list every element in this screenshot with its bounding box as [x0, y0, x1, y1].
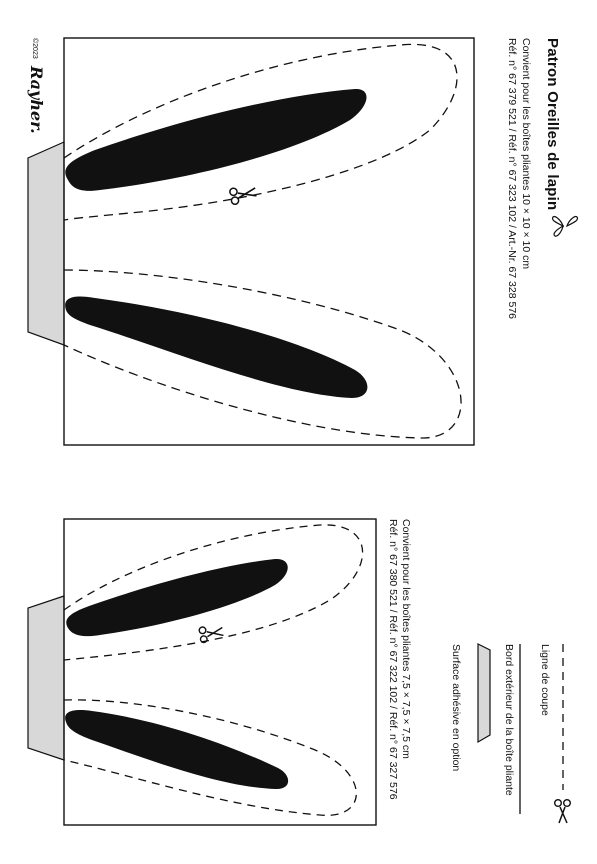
small-adhesive-flap	[28, 596, 64, 760]
large-fit-note: Convient pour les boîtes pliantes 10 × 10 × 10 cm	[520, 38, 532, 270]
large-adhesive-flap	[28, 142, 64, 345]
large-ear-upper	[65, 89, 366, 191]
scissors-icon	[555, 800, 571, 823]
legend-adhesive-symbol	[478, 644, 490, 742]
small-template	[28, 519, 376, 825]
small-ear-lower	[65, 710, 288, 789]
large-ear-lower	[65, 297, 367, 399]
legend-outer-edge-label: Bord extérieur de la boîte pliante	[503, 644, 515, 796]
scissors-icon	[199, 624, 224, 643]
legend-symbols	[478, 644, 570, 823]
large-reference-numbers: Réf. n° 67 379 521 / Réf. n° 67 323 102 / Art.-Nr. 67 328 576	[506, 38, 518, 320]
scissors-icon	[229, 184, 257, 204]
small-fit-note: Convient pour les boîtes pliantes 7,5 × 7,5 × 7,5 cm	[400, 519, 412, 759]
small-ear-upper	[66, 559, 287, 636]
brand-logo: Rayher.	[27, 66, 46, 134]
legend-cut-line-label: Ligne de coupe	[539, 644, 551, 716]
large-template	[28, 38, 474, 445]
large-box-outline	[64, 38, 474, 445]
copyright-note: ©2023	[31, 38, 38, 59]
page-title: Patron Oreilles de lapin	[544, 38, 561, 211]
bunny-ears-icon	[552, 217, 577, 237]
legend-adhesive-label: Surface adhésive en option	[450, 644, 462, 772]
small-reference-numbers: Réf. n° 67 380 521 / Réf. n° 67 322 102 / Réf. n° 67 327 576	[387, 519, 399, 800]
